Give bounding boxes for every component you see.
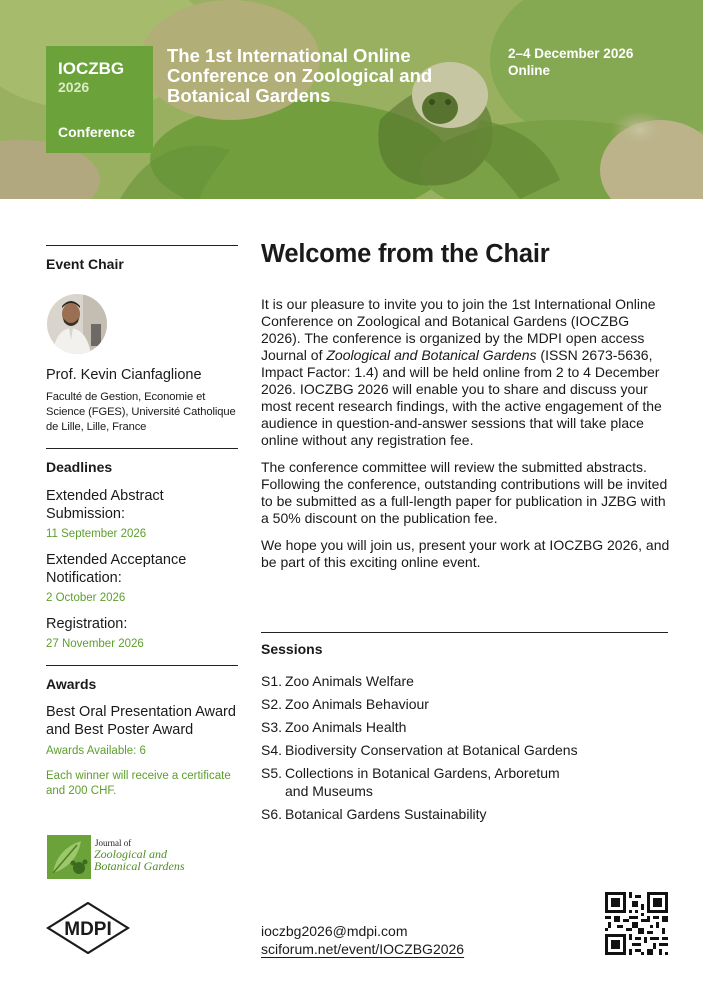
journal-logo bbox=[47, 835, 217, 879]
main-content bbox=[261, 240, 671, 571]
session-code: S2. bbox=[261, 696, 283, 712]
deadline-date: 11 September 2026 bbox=[46, 528, 147, 540]
divider bbox=[261, 632, 668, 633]
deadline-item bbox=[46, 487, 238, 540]
journal-name-line1: Zoological and bbox=[94, 847, 168, 861]
conference-dates: 2–4 December 2026 bbox=[508, 46, 634, 61]
qr-code-icon[interactable] bbox=[605, 892, 668, 955]
session-item bbox=[261, 764, 671, 800]
session-code: S1. bbox=[261, 673, 283, 689]
deadline-item bbox=[46, 551, 238, 604]
awards-heading: Awards bbox=[46, 676, 97, 692]
email-link[interactable]: ioczbg2026@mdpi.com bbox=[261, 923, 408, 939]
conference-mode: Online bbox=[508, 63, 551, 78]
website-link[interactable]: sciforum.net/event/IOCZBG2026 bbox=[261, 941, 465, 957]
publisher-name: MDPI bbox=[64, 919, 112, 940]
session-code: S5. bbox=[261, 765, 283, 781]
sidebar bbox=[46, 245, 238, 799]
session-name: Zoo Animals Health bbox=[285, 719, 407, 735]
sessions-list bbox=[261, 672, 671, 828]
deadlines-heading: Deadlines bbox=[46, 459, 113, 475]
chair-affiliation: Faculté de Gestion, Economie et Science (FGES), Université Catholique de Lille, Lille, France bbox=[46, 391, 236, 433]
leaf-icon bbox=[47, 835, 91, 879]
conference-year: 2026 bbox=[58, 79, 90, 95]
contact-block bbox=[261, 922, 464, 958]
conference-dates-block bbox=[508, 45, 633, 79]
divider bbox=[46, 448, 238, 449]
conference-type-label: Conference bbox=[58, 124, 136, 140]
mdpi-logo bbox=[46, 902, 130, 954]
journal-cover-image bbox=[47, 835, 91, 879]
chair-name: Prof. Kevin Cianfaglione bbox=[46, 367, 202, 383]
divider bbox=[46, 245, 238, 246]
deadline-date: 27 November 2026 bbox=[46, 638, 144, 650]
invitation-paragraph: We hope you will join us, present your work at IOCZBG 2026, and be part of this exciting online event. bbox=[261, 537, 670, 570]
welcome-paragraph: It is our pleasure to invite you to join the 1st International Online Conference on Zoological and Botanical Gardens (IOCZBG 2026). The conference is organized by the MDPI open access Journal of Zoological and Botanical Gardens (ISSN 2673-5636, Impact Factor: 1.4) and will be held online from 2 to 4 December 2026. IOCZBG 2026 will enable you to share and discuss your most recent research findings, with the active engagement of the audience in question-and-answer sessions that will take place online without any registration fee. bbox=[261, 296, 662, 448]
session-item bbox=[261, 718, 671, 736]
chair-photo bbox=[47, 294, 107, 354]
session-code: S4. bbox=[261, 742, 283, 758]
session-name: Collections in Botanical Gardens, Arboretum and Museums bbox=[285, 765, 560, 799]
page-title: Welcome from the Chair bbox=[261, 240, 550, 268]
session-item bbox=[261, 805, 671, 823]
session-item bbox=[261, 741, 671, 759]
sessions-heading: Sessions bbox=[261, 641, 323, 657]
deadline-item bbox=[46, 615, 238, 650]
event-chair-heading: Event Chair bbox=[46, 256, 124, 272]
session-item bbox=[261, 672, 671, 690]
conference-acronym: IOCZBG bbox=[58, 59, 125, 78]
deadline-label: Extended Acceptance Notification: bbox=[46, 552, 187, 586]
award-prize: Each winner will receive a certificate and 200 CHF. bbox=[46, 770, 231, 797]
chair-avatar bbox=[47, 294, 107, 354]
session-name: Biodiversity Conservation at Botanical Gardens bbox=[285, 742, 578, 758]
awards-available: Awards Available: 6 bbox=[46, 745, 146, 757]
journal-of-label: Journal of bbox=[95, 838, 132, 848]
session-name: Zoo Animals Welfare bbox=[285, 673, 414, 689]
journal-name bbox=[94, 848, 185, 872]
review-paragraph: The conference committee will review the submitted abstracts. Following the conference, outstanding contributions will be invited to be submitted as a full-length paper for publication in JZBG with a 50% discount on the publication fee. bbox=[261, 459, 668, 526]
deadline-date: 2 October 2026 bbox=[46, 592, 126, 604]
conference-title: The 1st International Online Conference on Zoological and Botanical Gardens bbox=[167, 45, 433, 106]
session-code: S3. bbox=[261, 719, 283, 735]
award-title: Best Oral Presentation Award and Best Poster Award bbox=[46, 704, 236, 738]
deadline-label: Extended Abstract Submission: bbox=[46, 488, 164, 522]
header-banner bbox=[0, 0, 703, 199]
session-item bbox=[261, 695, 671, 713]
session-name: Zoo Animals Behaviour bbox=[285, 696, 429, 712]
session-code: S6. bbox=[261, 806, 283, 822]
publisher-logo bbox=[46, 902, 130, 954]
conference-badge bbox=[46, 46, 153, 153]
journal-name-inline: Zoological and Botanical Gardens bbox=[326, 347, 537, 363]
session-name: Botanical Gardens Sustainability bbox=[285, 806, 487, 822]
deadline-label: Registration: bbox=[46, 616, 128, 632]
divider bbox=[46, 665, 238, 666]
journal-name-line2: Botanical Gardens bbox=[94, 859, 185, 873]
